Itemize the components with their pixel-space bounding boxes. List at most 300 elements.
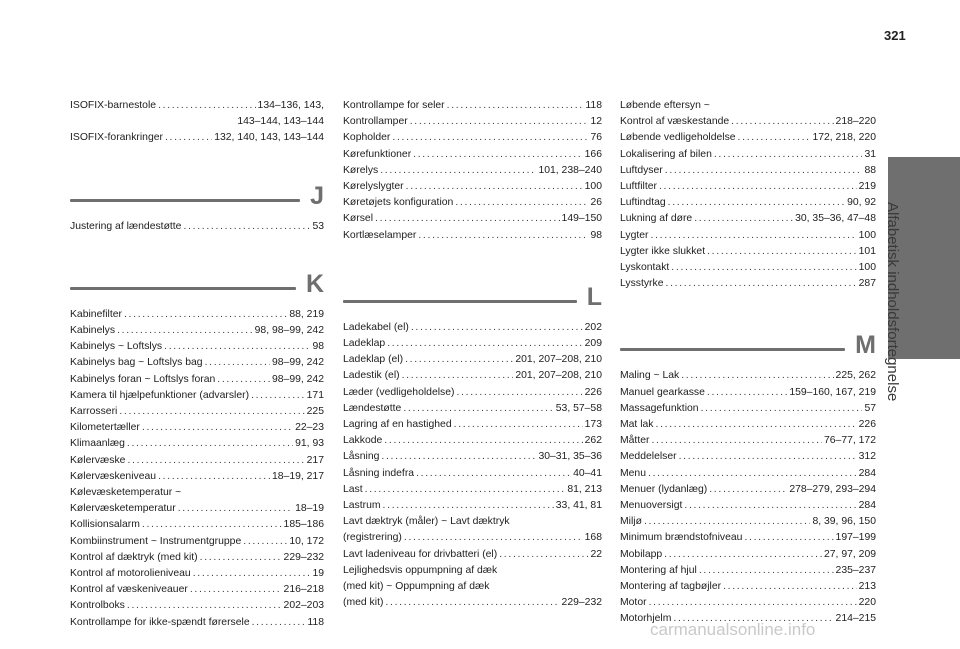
leader-dots (127, 598, 282, 614)
entry-pages[interactable]: 30–31, 35–36 (538, 451, 602, 463)
entry-pages[interactable]: 19 (312, 568, 324, 580)
entry-term: Kørelyslygter (343, 181, 404, 193)
entry-term: Kontrolboks (70, 600, 125, 612)
entry-term: Kørelys (343, 164, 379, 176)
index-column-1 (70, 98, 324, 631)
entry-pages[interactable]: 98–99, 242 (271, 373, 324, 385)
entry-pages[interactable]: 219 (858, 181, 876, 193)
entry-pages[interactable]: 171 (306, 389, 324, 401)
entry-term: Kilometertæller (70, 422, 140, 434)
leader-dots (723, 579, 857, 595)
index-entry[interactable] (343, 433, 602, 449)
leader-dots (127, 453, 304, 469)
entry-pages[interactable]: 40–41 (573, 467, 602, 479)
leader-dots (499, 547, 588, 563)
index-entry[interactable] (70, 582, 324, 598)
side-title (884, 150, 948, 440)
leader-dots (165, 130, 212, 146)
leader-dots (651, 433, 822, 449)
index-entry[interactable] (343, 228, 602, 244)
index-entry[interactable] (343, 163, 602, 179)
entry-pages[interactable]: 81, 213 (567, 483, 602, 495)
index-entry[interactable] (70, 550, 324, 566)
section-letter: J (310, 181, 324, 210)
leader-dots (418, 228, 588, 244)
index-entry[interactable] (343, 114, 602, 130)
index-entry[interactable] (620, 147, 876, 163)
index-entry-text: Løbende eftersyn ~ (620, 100, 710, 111)
entry-term: Låsning indefra (343, 467, 415, 479)
leader-dots (375, 211, 560, 227)
index-entry[interactable] (343, 449, 602, 465)
leader-dots (193, 566, 311, 582)
index-entry[interactable] (620, 368, 876, 384)
index-entry[interactable] (70, 566, 324, 582)
entry-term: Løbende vedligeholdelse (620, 132, 736, 144)
entry-pages[interactable]: 30, 35–36, 47–48 (795, 213, 876, 225)
leader-dots (709, 482, 787, 498)
leader-dots (119, 404, 304, 420)
index-entry-text: (med kit) ~ Oppumpning af dæk (343, 581, 490, 593)
entry-term: (registrering) (343, 532, 402, 544)
leader-dots (205, 355, 270, 371)
index-entry[interactable] (343, 401, 602, 417)
entry-pages[interactable]: 173 (584, 419, 602, 431)
index-entry[interactable] (70, 534, 324, 550)
index-entry[interactable] (70, 339, 324, 355)
leader-dots (403, 401, 553, 417)
entry-pages[interactable]: 149–150 (561, 213, 602, 225)
leader-dots (365, 482, 566, 498)
leader-dots (243, 534, 287, 550)
leader-dots (664, 547, 822, 563)
leader-dots (190, 582, 282, 598)
leader-dots (656, 417, 857, 433)
entry-term: Lakkode (343, 435, 383, 447)
entry-pages[interactable]: 284 (858, 467, 876, 479)
entry-term: Klimaanlæg (70, 438, 125, 450)
entry-term: Kontrol af væskeniveauer (70, 584, 188, 596)
entry-pages[interactable]: 287 (858, 278, 876, 290)
entry-term: Luftfilter (620, 181, 657, 193)
entry-pages[interactable]: 220 (858, 597, 876, 609)
index-entry[interactable] (620, 228, 876, 244)
entry-term: Låsning (343, 451, 380, 463)
leader-dots (744, 530, 833, 546)
entry-term: Menuoversigt (620, 500, 683, 512)
leader-dots (183, 219, 310, 235)
entry-pages[interactable]: 168 (584, 532, 602, 544)
entry-term: Motorhjelm (620, 613, 672, 625)
entry-term: Lagring af en hastighed (343, 419, 452, 431)
index-entry[interactable] (70, 388, 324, 404)
entry-pages[interactable]: 98 (312, 341, 324, 353)
index-entry[interactable] (343, 385, 602, 401)
entry-pages[interactable]: 98, 98–99, 242 (254, 325, 324, 337)
entry-term: Kabinelys (70, 325, 116, 337)
leader-dots (651, 228, 857, 244)
entry-pages[interactable]: 98–99, 242 (271, 357, 324, 369)
entry-pages[interactable]: 100 (858, 229, 876, 241)
leader-dots (117, 323, 253, 339)
section-header (70, 167, 324, 209)
index-entry[interactable] (620, 547, 876, 563)
index-entry[interactable] (620, 179, 876, 195)
page-number: 321 (884, 28, 906, 43)
entry-term: (med kit) (343, 597, 384, 609)
leader-dots (411, 320, 583, 336)
entry-pages[interactable]: 57 (864, 402, 876, 414)
leader-dots (142, 420, 293, 436)
index-entry[interactable] (620, 276, 876, 292)
leader-dots (383, 498, 554, 514)
entry-term: Mat lak (620, 419, 654, 431)
entry-term: Køretøjets konfiguration (343, 197, 454, 209)
leader-dots (455, 195, 588, 211)
entry-term: Kopholder (343, 132, 391, 144)
leader-dots (217, 372, 270, 388)
leader-dots (127, 436, 293, 452)
index-entry[interactable] (70, 420, 324, 436)
side-title-text: Alfabetisk indholdsfortegnelse (884, 202, 901, 402)
leader-dots (413, 147, 583, 163)
leader-dots (124, 307, 287, 323)
index-entry[interactable] (70, 219, 324, 235)
index-entry[interactable] (620, 130, 876, 146)
index-entry[interactable] (620, 211, 876, 227)
entry-pages[interactable]: 262 (584, 435, 602, 447)
entry-term: Kortlæselamper (343, 229, 417, 241)
leader-dots (416, 466, 571, 482)
index-entry[interactable] (343, 195, 602, 211)
leader-dots (707, 244, 857, 260)
index-entry[interactable] (70, 98, 324, 114)
entry-pages[interactable]: 159–160, 167, 219 (789, 386, 876, 398)
index-entry[interactable] (620, 163, 876, 179)
entry-pages[interactable]: 22 (590, 548, 602, 560)
index-entry[interactable] (620, 514, 876, 530)
leader-dots (404, 530, 583, 546)
index-entry[interactable] (620, 530, 876, 546)
leader-dots (406, 179, 583, 195)
index-entry[interactable] (620, 114, 876, 130)
entry-pages[interactable]: 101, 238–240 (538, 164, 602, 176)
entry-pages[interactable]: 118 (307, 616, 324, 628)
entry-pages[interactable]: 8, 39, 96, 150 (812, 516, 876, 528)
entry-term: Lyskontakt (620, 262, 670, 274)
leader-dots (164, 339, 310, 355)
leader-dots (666, 276, 857, 292)
index-entry[interactable] (70, 307, 324, 323)
index-entry[interactable] (70, 469, 324, 485)
entry-term: Kontrollamper (343, 116, 408, 128)
leader-dots (405, 352, 513, 368)
index-entry[interactable] (343, 147, 602, 163)
entry-pages[interactable]: 217 (306, 454, 324, 466)
entry-pages[interactable]: 132, 140, 143, 143–144 (214, 132, 324, 144)
entry-pages[interactable]: 197–199 (835, 532, 876, 544)
entry-pages[interactable]: 185–186 (283, 519, 324, 531)
index-entry[interactable] (343, 530, 602, 546)
index-entry[interactable] (620, 195, 876, 211)
section-rule (343, 300, 577, 303)
entry-pages[interactable]: 10, 172 (289, 535, 324, 547)
index-entry[interactable] (343, 130, 602, 146)
entry-term: Justering af lændestøtte (70, 220, 182, 232)
index-entry[interactable] (70, 517, 324, 533)
leader-dots (410, 114, 589, 130)
entry-term: Manuel gearkasse (620, 386, 705, 398)
index-entry[interactable] (620, 482, 876, 498)
section-rule (620, 348, 845, 351)
entry-term: Montering af hjul (620, 564, 697, 576)
index-entry[interactable] (620, 449, 876, 465)
leader-dots (714, 147, 863, 163)
index-entry[interactable] (343, 336, 602, 352)
index-entry-text: Kølevæsketemperatur ~ (70, 487, 182, 499)
leader-dots (158, 469, 270, 485)
entry-term: Menu (620, 467, 646, 479)
entry-term: Massagefunktion (620, 402, 699, 414)
entry-pages[interactable]: 91, 93 (295, 438, 324, 450)
leader-dots (648, 466, 857, 482)
section-header (70, 255, 324, 297)
entry-pages-continued: 143–144, 143–144 (237, 116, 324, 128)
entry-term: Motor (620, 597, 647, 609)
entry-pages[interactable]: 26 (590, 197, 602, 209)
entry-pages[interactable]: 235–237 (835, 564, 876, 576)
section-letter: M (855, 331, 876, 360)
entry-term: Kombiinstrument ~ Instrumentgruppe (70, 535, 242, 547)
entry-pages[interactable]: 229–232 (283, 551, 324, 563)
entry-pages[interactable]: 18–19, 217 (271, 470, 324, 482)
leader-dots (158, 98, 255, 114)
index-entry[interactable] (70, 615, 324, 631)
entry-term: Miljø (620, 516, 642, 528)
entry-term: Lukning af døre (620, 213, 693, 225)
entry-pages[interactable]: 201, 207–208, 210 (515, 370, 602, 382)
index-entry[interactable] (70, 436, 324, 452)
leader-dots (380, 163, 536, 179)
entry-pages[interactable]: 218–220 (835, 116, 876, 128)
entry-term: Læder (vedligeholdelse) (343, 386, 455, 398)
entry-pages[interactable]: 278–279, 293–294 (789, 483, 876, 495)
entry-term: Kontrol af motorolieniveau (70, 568, 191, 580)
leader-dots (252, 615, 306, 631)
entry-term: Kabinelys bag ~ Loftslys bag (70, 357, 203, 369)
entry-pages[interactable]: 101 (858, 245, 876, 257)
leader-dots (447, 98, 584, 114)
entry-term: Kamera til hjælpefunktioner (advarsler) (70, 389, 250, 401)
section-letter: K (305, 269, 324, 298)
index-entry[interactable] (343, 482, 602, 498)
entry-pages[interactable]: 76 (590, 132, 602, 144)
index-entry[interactable] (343, 211, 602, 227)
index-entry[interactable] (70, 130, 324, 146)
entry-pages[interactable]: 76–77, 172 (823, 435, 876, 447)
entry-pages[interactable]: 118 (585, 100, 602, 111)
index-entry[interactable] (343, 466, 602, 482)
leader-dots (384, 433, 582, 449)
leader-dots (402, 368, 514, 384)
entry-term: Kabinelys ~ Loftslys (70, 341, 163, 353)
entry-term: Menuer (lydanlæg) (620, 483, 708, 495)
entry-term: Minimum brændstofniveau (620, 532, 743, 544)
index-entry[interactable] (620, 595, 876, 611)
index-entry[interactable] (620, 417, 876, 433)
entry-pages[interactable]: 53 (312, 220, 324, 232)
entry-term: Kollisionsalarm (70, 519, 140, 531)
entry-term: Luftdyser (620, 164, 663, 176)
entry-pages[interactable]: 201, 207–208, 210 (515, 354, 602, 366)
index-entry[interactable] (343, 352, 602, 368)
entry-term: ISOFIX-barnestole (70, 100, 157, 111)
entry-term: Last (343, 483, 363, 495)
entry-pages[interactable]: 213 (858, 581, 876, 593)
index-entry[interactable] (620, 260, 876, 276)
index-entry[interactable] (620, 563, 876, 579)
index-entry[interactable] (620, 498, 876, 514)
index-entry[interactable] (343, 595, 602, 611)
entry-term: Kontrollampe for seler (343, 100, 445, 111)
entry-term: Kølervæske (70, 454, 126, 466)
entry-term: Kontrollampe for ikke-spændt førersele (70, 616, 250, 628)
entry-term: Maling ~ Lak (620, 370, 680, 382)
entry-pages[interactable]: 166 (584, 148, 602, 160)
entry-pages[interactable]: 90, 92 (847, 197, 876, 209)
entry-pages[interactable]: 225 (306, 406, 324, 418)
index-entry[interactable] (70, 404, 324, 420)
index-entry[interactable] (620, 579, 876, 595)
entry-pages[interactable]: 202 (584, 321, 602, 333)
entry-term: Kabinelys foran ~ Loftslys foran (70, 373, 216, 385)
section-rule (70, 287, 296, 290)
entry-pages[interactable]: 12 (590, 116, 602, 128)
entry-pages[interactable]: 284 (858, 500, 876, 512)
entry-pages[interactable]: 31 (864, 148, 876, 160)
entry-term: Kabinefilter (70, 308, 122, 320)
leader-dots (454, 417, 583, 433)
watermark: carmanualsonline.info (650, 620, 816, 639)
index-entry[interactable] (70, 372, 324, 388)
entry-pages[interactable]: 216–218 (283, 584, 324, 596)
leader-dots (684, 498, 856, 514)
entry-term: Lygter (620, 229, 649, 241)
entry-pages[interactable]: 214–215 (835, 613, 876, 625)
index-entry[interactable] (343, 498, 602, 514)
entry-term: Ladeklap (el) (343, 354, 404, 366)
index-entry[interactable] (70, 355, 324, 371)
leader-dots (694, 211, 793, 227)
entry-term: Kølervæskeniveau (70, 470, 157, 482)
index-entry[interactable] (70, 453, 324, 469)
leader-dots (681, 368, 833, 384)
index-entry-text: Lejlighedsvis oppumpning af dæk (343, 564, 498, 576)
entry-pages[interactable]: 226 (584, 386, 602, 398)
entry-pages[interactable]: 209 (584, 338, 602, 350)
index-entry[interactable] (343, 547, 602, 563)
index-entry-text: Lavt dæktryk (måler) ~ Lavt dæktryk (343, 516, 510, 528)
entry-pages[interactable]: 100 (858, 262, 876, 274)
leader-dots (200, 550, 282, 566)
section-rule (70, 199, 300, 202)
leader-dots (392, 130, 588, 146)
entry-term: Kølervæsketemperatur (70, 503, 176, 515)
index-entry[interactable] (620, 385, 876, 401)
leader-dots (671, 260, 856, 276)
entry-pages[interactable]: 88 (864, 164, 876, 176)
entry-term: ISOFIX-forankringer (70, 132, 163, 144)
index-entry[interactable] (620, 466, 876, 482)
entry-pages[interactable]: 202–203 (283, 600, 324, 612)
entry-pages[interactable]: 33, 41, 81 (555, 500, 602, 512)
leader-dots (707, 385, 787, 401)
entry-pages[interactable]: 229–232 (561, 597, 602, 609)
index-entry[interactable] (343, 368, 602, 384)
index-entry[interactable] (343, 417, 602, 433)
entry-term: Lysstyrke (620, 278, 664, 290)
entry-term: Luftindtag (620, 197, 666, 209)
entry-pages[interactable]: 18–19 (295, 503, 324, 515)
entry-pages[interactable]: 27, 97, 209 (824, 548, 876, 560)
entry-pages[interactable]: 172, 218, 220 (812, 132, 876, 144)
leader-dots (659, 179, 857, 195)
index-entry[interactable] (70, 598, 324, 614)
leader-dots (178, 501, 293, 517)
index-entry[interactable] (620, 401, 876, 417)
index-entry[interactable] (620, 433, 876, 449)
entry-pages[interactable]: 100 (584, 181, 602, 193)
entry-pages[interactable]: 312 (858, 451, 876, 463)
index-entry[interactable] (70, 501, 324, 517)
entry-term: Kontrol af væskestande (620, 116, 730, 128)
entry-pages[interactable]: 226 (858, 419, 876, 431)
entry-pages[interactable]: 134–136, 143, (257, 100, 324, 111)
entry-pages[interactable]: 98 (590, 229, 602, 241)
entry-term: Lastrum (343, 500, 381, 512)
section-header (620, 316, 876, 358)
leader-dots (142, 517, 282, 533)
leader-dots (701, 401, 863, 417)
index-entry[interactable] (343, 320, 602, 336)
leader-dots (665, 163, 863, 179)
leader-dots (456, 385, 582, 401)
entry-term: Lændestøtte (343, 402, 402, 414)
leader-dots (731, 114, 833, 130)
entry-term: Montering af tagbøjler (620, 581, 722, 593)
entry-term: Lokalisering af bilen (620, 148, 712, 160)
entry-pages[interactable]: 88, 219 (289, 308, 324, 320)
index-entry[interactable] (343, 179, 602, 195)
entry-term: Måtter (620, 435, 650, 447)
entry-term: Lavt ladeniveau for drivbatteri (el) (343, 548, 498, 560)
leader-dots (251, 388, 305, 404)
section-header (343, 268, 602, 310)
leader-dots (644, 514, 811, 530)
leader-dots (649, 595, 857, 611)
entry-pages[interactable]: 22–23 (295, 422, 324, 434)
entry-pages[interactable]: 225, 262 (835, 370, 876, 382)
section-letter: L (586, 282, 602, 311)
index-entry[interactable] (620, 244, 876, 260)
index-entry[interactable] (70, 323, 324, 339)
entry-pages[interactable]: 53, 57–58 (555, 402, 602, 414)
leader-dots (387, 336, 582, 352)
entry-term: Ladekabel (el) (343, 321, 409, 333)
index-entry[interactable] (343, 98, 602, 114)
entry-term: Kørefunktioner (343, 148, 412, 160)
entry-term: Kontrol af dæktryk (med kit) (70, 551, 198, 563)
